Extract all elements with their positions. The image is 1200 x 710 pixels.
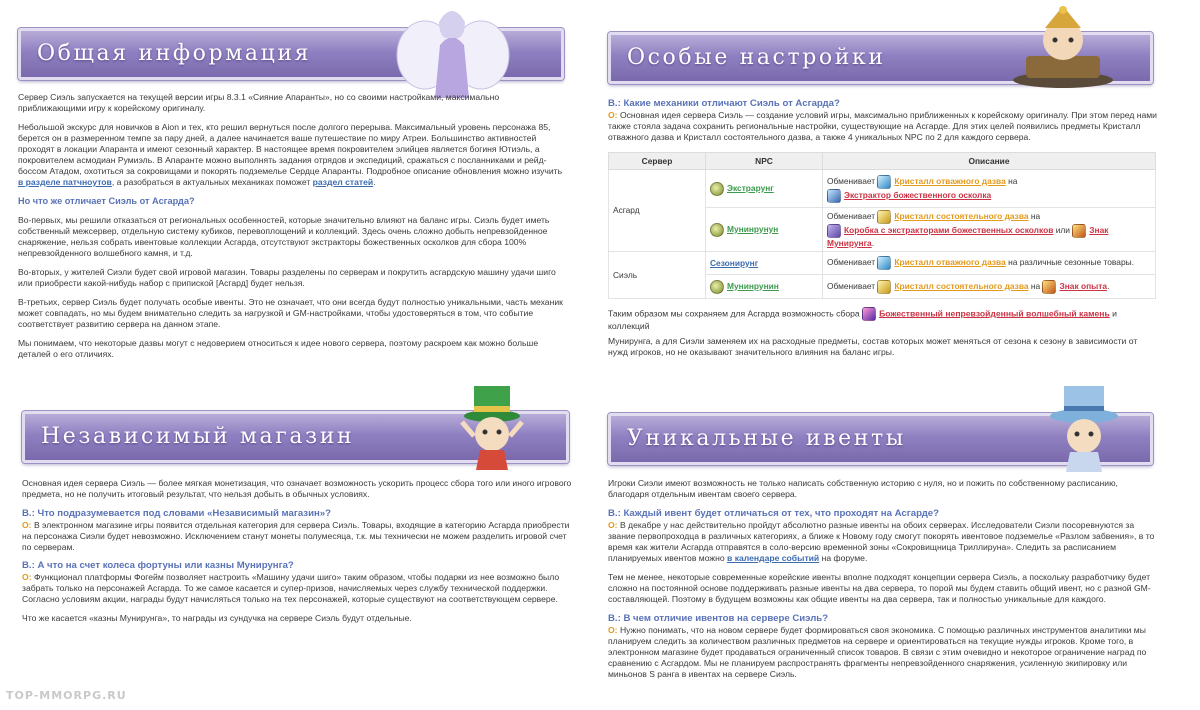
col-server: Сервер [609,153,706,170]
general-p2 [18,122,568,188]
desc-exchange: Обменивает [827,175,876,186]
answer-label: О: [608,625,618,635]
shop-intro: Основная идея сервера Сиэль — более мягкая монетизация, что означает возможность ускорить процесс сбора того или иного игрового предмета, но не получить итоговый результат, что нельзя добыть в обычных условиях. [22,478,572,499]
events-question-2: В.: В чем отличие ивентов на сервере Сиэль? [608,613,829,624]
events-answer-1 [608,520,1160,564]
crystal-brave-link[interactable]: Кристалл отважного дазва [894,175,1006,186]
desc-cell [823,252,1156,275]
events-answer-2 [608,625,1160,680]
divine-stone-link[interactable]: Божественный непревзойденный волшебный камень [879,308,1110,319]
extractor-link[interactable]: Экстрактор божественного осколка [844,189,992,200]
patchnotes-link[interactable]: в разделе патчноутов [18,177,112,187]
npc-cell [706,170,823,208]
special-settings-section [600,0,1200,380]
special-settings-title: Особые настройки [627,45,886,70]
desc-dot: . [1107,280,1110,291]
npc-cell [706,275,823,299]
special-after2: Мунирунга, а для Сиэли заменяем их на расходные предметы, состав которых может меняться от сезона к сезону в зависимости от нужд игроков, но не оказывают значительного влияния на баланс игры. [608,336,1138,357]
shop-answer-2-text: Функционал платформы Фогейм позволяет настроить «Машину удачи шиго» таким образом, чтобы подарки из нее возможно было забрать только на персонажей Асгарда. То же самое касается и супер-призов, начисляемых через службу технической поддержки. Согласно условиям акции, награды будут начисляться только на тех персонажей, которые существуют на соответствующем сервере. [22,572,560,604]
shop-outro: Что же касается «казны Мунирунга», то награды из сундучка на сервере Сиэль будут отдельные. [22,613,412,623]
special-question: В.: Какие механики отличают Сиэль от Асгарда? [608,98,840,109]
extractor-box-icon [827,224,841,238]
special-settings-body [608,96,1158,366]
crystal-rich-icon [877,210,891,224]
desc-on: на [1030,280,1041,291]
event-calendar-link[interactable]: в календаре событий [727,553,820,563]
sign-muni-icon [1072,224,1086,238]
shop-answer-2 [22,572,574,605]
desc-or: или [1055,225,1070,236]
articles-link[interactable]: раздел статей [312,177,374,187]
general-p1: Сервер Сиэль запускается на текущей версии игры 8.3.1 «Сияние Апаранты», но со своими настройками, максимально приближающими игру к корейскому оригиналу. [18,92,500,113]
desc-cell [823,170,1156,208]
extractor-box-link[interactable]: Коробка с экстракторами божественных осколков [844,225,1054,236]
angel-character-illustration [395,0,510,102]
extractor-icon [827,189,841,203]
answer-label: О: [22,572,32,582]
special-answer [608,110,1158,143]
crystal-brave-icon [877,175,891,189]
events-question-1: В.: Каждый ивент будет отличаться от тех, что проходят на Асгарде? [608,508,939,519]
crystal-brave-icon [877,256,891,270]
shop-answer-1-text: В электронном магазине игры появится отдельная категория для сервера Сиэль. Товары, входящие в категорию Асгарда приобрести на персонажа Сиэли будет невозможно. Исключением станут монеты полумесяца, т.к. мы технически не можем разделить игровой счет по серверам. [22,520,570,552]
npc-icon [710,223,724,237]
general-p2-end: . [373,177,376,187]
table-row [609,170,1156,208]
sign-muni-link[interactable]: Знак Мунирунга [827,225,1109,248]
general-subheading: Но что же отличает Сиэль от Асгарда? [18,196,195,206]
desc-exchange: Обменивает [827,280,876,291]
general-p3: Во-первых, мы решили отказаться от региональных особенностей, которые значительно влияют на баланс игры. Сиэль будет иметь собственный межсервер, отдельную систему кубиков, перевоплощений и коллекций. Здесь очень сложно добыть непревзойденное снаряжение, нельзя собрать ивентовые коллекции Асгарда, отсутствуют экстракторы божественных осколков для сбора 100% непревзойденного волшебного камня, и т.д. [18,215,550,258]
desc-dot: . [871,238,875,248]
blue-hat-shugo-illustration [1040,382,1130,472]
independent-shop-title: Независимый магазин [41,424,355,449]
crystal-brave-link[interactable]: Кристалл отважного дазва [894,257,1006,268]
col-description: Описание [823,153,1156,170]
npc-icon [710,182,724,196]
desc-seasonal: на различные сезонные товары. [1008,257,1134,268]
npc-link[interactable]: Мунинрунун [727,223,779,234]
desc-on: на [1030,211,1041,222]
divine-stone-icon [862,307,876,321]
col-npc: NPC [706,153,823,170]
general-info-section [0,0,600,380]
general-info-body [18,92,568,368]
npc-table-header-row [609,153,1156,170]
special-after-post: и коллекций [608,308,1117,331]
npc-cell [706,208,823,252]
npc-link[interactable]: Экстрарунг [727,182,774,193]
special-after [608,307,1158,332]
unique-events-title: Уникальные ивенты [627,426,906,451]
desc-exchange: Обменивает [827,257,876,268]
sign-exp-link[interactable]: Знак опыта [1059,280,1108,291]
special-answer-text: Основная идея сервера Сиэль — создание условий игры, максимально приближенных к корейскому оригиналу. При этом перед нами также стояла задача сохранить региональные настройки, существующие на Асгарде. Для этих целей появились предметы Кристалл отважного дазва и Кристалл состоятельного дазва, а также 4 уникальных NPC по 2 для каждого сервера. [608,110,1157,142]
shop-answer-1 [22,520,574,553]
unique-events-section [600,380,1200,710]
shugo-merchant-illustration [1008,4,1118,88]
events-answer-1-post: на форуме. [819,553,868,563]
independent-shop-section [0,380,600,710]
npc-cell [706,252,823,275]
crystal-rich-icon [877,280,891,294]
independent-shop-body [22,478,574,632]
crystal-rich-link[interactable]: Кристалл состоятельного дазва [894,211,1029,222]
answer-label: О: [608,520,618,530]
npc-icon [710,280,724,294]
general-p6: Мы понимаем, что некоторые дазвы могут с недоверием относиться к идее нового сервера, поэтому раскроем как можно больше деталей о его отличиях. [18,338,539,359]
server-siel: Сиэль [609,252,706,299]
shop-question-2: В.: А что на счет колеса фортуны или казны Мунирунга? [22,560,294,571]
site-watermark: TOP-MMORPG.RU [6,689,127,702]
unique-events-body [608,478,1160,688]
crystal-rich-link[interactable]: Кристалл состоятельного дазва [894,280,1029,291]
special-after-pre: Таким образом мы сохраняем для Асгарда возможность сбора [608,308,860,319]
npc-link[interactable]: Мунинрунин [727,280,779,291]
events-p2: Тем не менее, некоторые современные корейские ивенты вполне подходят концепции сервера Сиэль, а поскольку разработчику будет сложно на постоянной основе поддерживать разные ивенты на два сервера, то порой мы будем ставить общий ивент, но с разной GM-составляющей. Поэтому в будущем возможны как общие ивенты на два сервера, так и полностью уникальные для каждого. [608,572,1151,604]
general-p4: Во-вторых, у жителей Сиэли будет свой игровой магазин. Товары разделены по серверам и покрутить асгардскую машину удачи шиго или приобрести какой-нибудь набор с припиской [Асгард] будет нельзя. [18,267,556,288]
sign-exp-icon [1042,280,1056,294]
npc-table [608,152,1156,299]
table-row [609,252,1156,275]
npc-link[interactable]: Сезонирунг [710,257,759,268]
desc-cell [823,208,1156,252]
answer-label: О: [608,110,618,120]
server-asgard: Асгард [609,170,706,252]
general-p2-mid: , а разобраться в актуальных механиках поможет [111,177,313,187]
general-info-title: Общая информация [37,41,312,66]
desc-exchange: Обменивает [827,211,876,222]
shop-question-1: В.: Что подразумевается под словами «Независимый магазин»? [22,508,331,519]
events-intro: Игроки Сиэли имеют возможность не только написать собственную историю с нуля, но и пожить по собственному расписанию, благодаря отдельным ивентам своего сервера. [608,478,1118,499]
desc-on: на [1008,175,1018,186]
desc-cell [823,275,1156,299]
answer-label: О: [22,520,32,530]
general-p2-text: Небольшой экскурс для новичков в Aion и тех, кто решил вернуться после долгого перерыва. Максимальный уровень персонажа 85, берется он в размеренном темпе за пару дней, а далее начинается ваше путешествие по миру Атреи. Большинство активностей проходят в локации Апаранта и имеют сезонный характер. В настоящее время покровителем элийцев является богиня Ютиэль, а покровителем асмодиан Румиэль. В Апаранте можно выполнять задания отрядов и экспедиций, сражаться с посланниками и рейд-боссом Атадом, охотиться за сокровищами и покорять подземелье Сердце Апаранты. Подробное описание обновления можно изучить [18,122,563,176]
events-answer-2-text: Нужно понимать, что на новом сервере будет формироваться своя экономика. С помощью различных инструментов аналитики мы планируем следить за количеством различных предметов на сервере и ориентироваться на текущие нужды игроков. Кроме того, в электронном магазине будет продаваться ограниченный список товаров. В связи с этим очевидно и некоторое ограничение наград по сравнению с Асгардом. Мы не планируем распространять фрагменты непревзойденного снаряжения, усиленную экипировку или миньонов S ранга в ивентах на сервере Сиэль. [608,625,1147,679]
green-hat-shugo-illustration [452,382,532,470]
events-answer-1-text: В декабре у нас действительно пройдут абсолютно разные ивенты на обоих серверах. Исследователи Сиэли посоревнуются за звание первопроходца в различных категориях, а ближе к Новому году смогут покорять ивентовое подземелье «Разлом забвения», в то время как жители Асгарда отправятся в соло-версию временной зоны «Сокровищница Триллируна». Следить за расписанием планируемых ивентов можно [608,520,1155,563]
general-p5: В-третьих, сервер Сиэль будет получать особые ивенты. Это не означает, что они всегда будут полностью уникальными, часть механик может совпадать, но мы будем внимательно следить за нагрузкой и GM-настройками, чтобы удостоверяться в том, что событие соответствует развитию сервера на данном этапе. [18,297,563,329]
